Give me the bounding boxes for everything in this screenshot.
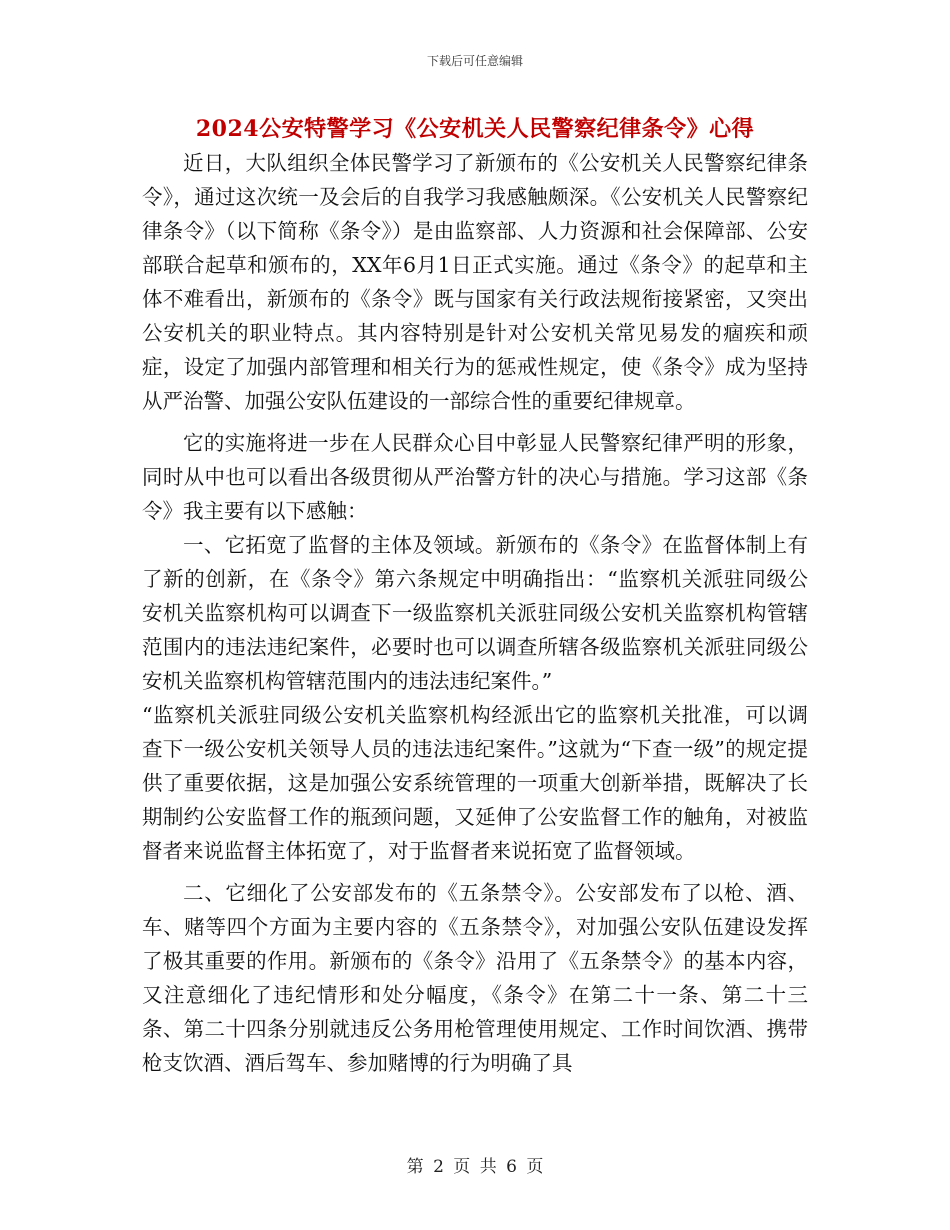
- body-paragraph-5: 二、它细化了公安部发布的《五条禁令》。公安部发布了以枪、酒、车、赌等四个方面为主要内容的《五条禁令》，对加强公安队伍建设发挥了极其重要的作用。新颁布的《条令》沿用了《五条禁令》的基本内容，又注意细化了违纪情形和处分幅度，《条令》在第二十一条、第二十三条、第二十四条分别就违反公务用枪管理使用规定、工作时间饮酒、携带枪支饮酒、酒后驾车、参加赌博的行为明确了具: [142, 881, 808, 1075]
- document-title: 2024公安特警学习《公安机关人民警察纪律条令》心得: [195, 116, 755, 142]
- page-header-note: 下载后可任意编辑: [426, 54, 523, 68]
- body-paragraph-3: 一、它拓宽了监督的主体及领域。新颁布的《条令》在监督体制上有了新的创新，在《条令》第六条规定中明确指出：“监察机关派驻同级公安机关监察机构可以调查下一级监察机关派驻同级公安机关监察机构管辖范围内的违法违纪案件，必要时也可以调查所辖各级监察机关派驻同级公安机关监察机构管辖范围内的违法违纪案件。”: [142, 533, 808, 693]
- body-paragraph-2: 它的实施将进一步在人民群众心目中彰显人民警察纪律严明的形象，同时从中也可以看出各级贯彻从严治警方针的决心与措施。学习这部《条令》我主要有以下感触：: [142, 431, 808, 523]
- body-paragraph-1: 近日，大队组织全体民警学习了新颁布的《公安机关人民警察纪律条令》，通过这次统一及会后的自我学习我感触颇深。《公安机关人民警察纪律条令》（以下简称《条令》）是由监察部、人力资源和社会保障部、公安部联合起草和颁布的，XX年6月1日正式实施。通过《条令》的起草和主体不难看出，新颁布的《条令》既与国家有关行政法规衔接紧密，又突出公安机关的职业特点。其内容特别是针对公安机关常见易发的痼疾和顽症，设定了加强内部管理和相关行为的惩戒性规定，使《条令》成为坚持从严治警、加强公安队伍建设的一部综合性的重要纪律规章。: [142, 151, 808, 413]
- page-number-footer: 第 2 页 共 6 页: [406, 1157, 544, 1177]
- document-body: [142, 146, 808, 1080]
- body-paragraph-4: “监察机关派驻同级公安机关监察机构经派出它的监察机关批准，可以调查下一级公安机关领导人员的违法违纪案件。”这就为“下查一级”的规定提供了重要依据，这是加强公安系统管理的一项重大创新举措，既解决了长期制约公安监督工作的瓶颈问题，又延伸了公安监督工作的触角，对被监督者来说监督主体拓宽了，对于监督者来说拓宽了监督领域。: [142, 703, 808, 863]
